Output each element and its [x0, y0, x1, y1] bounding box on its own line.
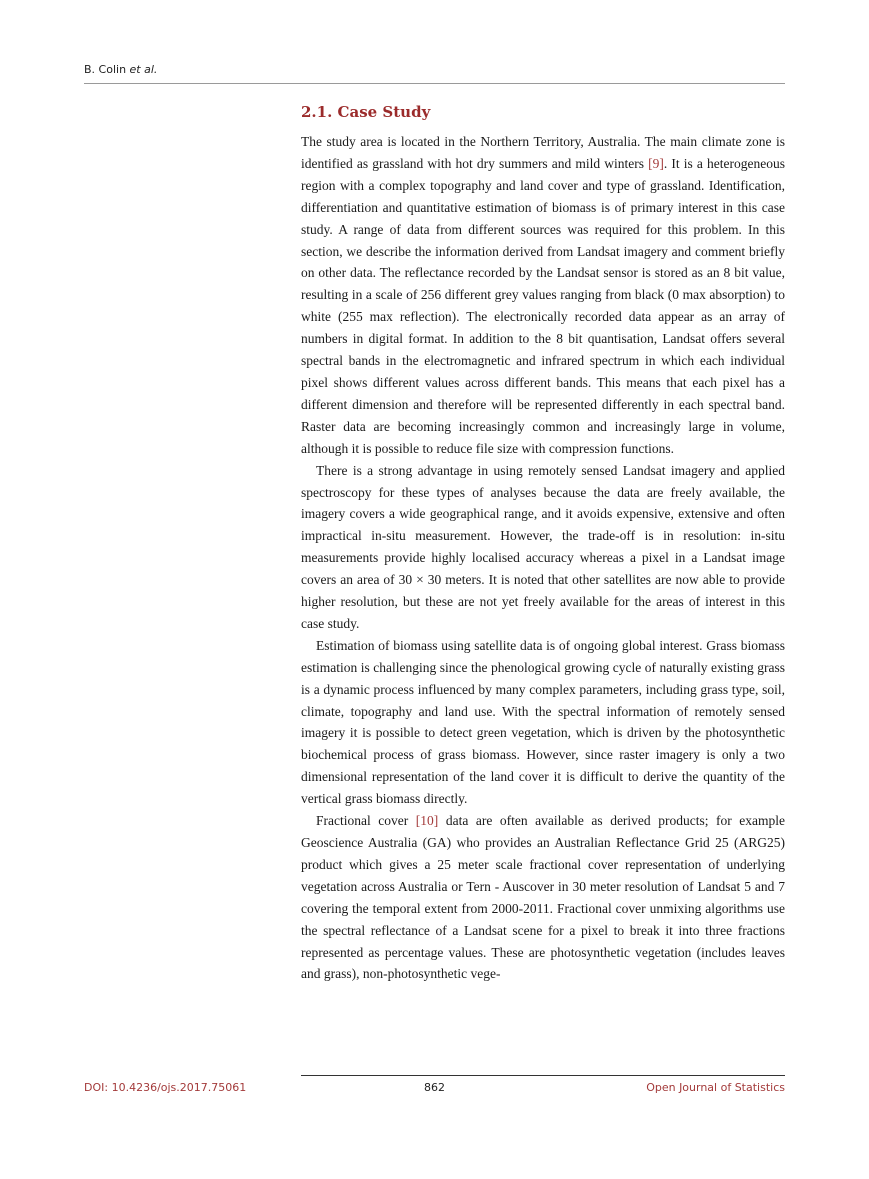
- section-title: 2.1. Case Study: [301, 103, 431, 121]
- footer-journal-link[interactable]: Open Journal of Statistics: [646, 1081, 785, 1094]
- main-text-column: [301, 102, 785, 985]
- paragraph-3: Estimation of biomass using satellite data is of ongoing global interest. Grass biomass estimation is challenging since the phenological growing cycle of naturally existing grass is a dynamic process influenced by many complex parameters, including grass type, soil, climate, topography and land use. With the spectral information of remotely sensed imagery it is possible to detect green vegetation, which is driven by the photosynthetic biochemical process of grass biomass. However, since raster imagery is only a two dimensional representation of the land cover it is difficult to derive the quantity of the vertical grass biomass directly.: [301, 637, 785, 807]
- paragraph-1: [301, 131, 785, 460]
- paragraph-4-text-a: Fractional cover: [316, 813, 416, 829]
- footer-page-number: 862: [424, 1081, 445, 1094]
- running-head-author: B. Colin: [84, 63, 130, 76]
- footer-doi-link[interactable]: DOI: 10.4236/ojs.2017.75061: [84, 1081, 247, 1094]
- header-divider: [84, 83, 785, 84]
- citation-10-link[interactable]: [10]: [415, 813, 439, 829]
- paragraph-4-text-b: data are often available as derived products; for example Geoscience Australia (GA) who provides an Australian Reflectance Grid 25 (ARG25) product which gives a 25 meter scale fractional cover representation of underlying vegetation across Australia or Tern - Auscover in 30 meter resolution of Landsat 5 and 7 covering the temporal extent from 2000-2011. Fractional cover unmixing algorithms use the spectral reflectance of a Landsat scene for a pixel to break it into three fractions represented as percentage values. These are photosynthetic vegetation (includes leaves and grass), non-photosynthetic vege-: [301, 813, 786, 982]
- paragraph-1-text-a: The study area is located in the Northern Territory, Australia. The main climate zone is identified as grassland with hot dry summers and mild winters: [301, 134, 785, 171]
- citation-9-link[interactable]: [9]: [648, 155, 664, 171]
- running-head-etal: et al.: [129, 63, 158, 76]
- paragraph-2: There is a strong advantage in using remotely sensed Landsat imagery and applied spectroscopy for these types of analyses because the data are freely available, the imagery covers a wide geographical range, and it avoids expensive, extensive and often impractical in-situ measurement. However, the trade-off is in resolution: in-situ measurements provide highly localised accuracy whereas a pixel in a Landsat image covers an area of 30 × 30 meters. It is noted that other satellites are now able to provide higher resolution, but these are not yet freely available for the areas of interest in this case study.: [301, 462, 785, 631]
- paragraph-4: [301, 810, 785, 985]
- running-head: [84, 63, 157, 76]
- footer-divider: [301, 1075, 785, 1076]
- paragraph-1-text-b: . It is a heterogeneous region with a complex topography and land cover and type of grassland. Identification, differentiation and quantitative estimation of biomass is of primary interest in this case study. A range of data from different sources was required for this problem. In this section, we describe the information derived from Landsat imagery and comment briefly on other data. The reflectance recorded by the Landsat sensor is stored as an 8 bit value, resulting in a scale of 256 different grey values ranging from black (0 max absorption) to white (255 max reflection). The electronically recorded data appear as an array of numbers in digital format. In addition to the 8 bit quantisation, Landsat offers several spectral bands in the electromagnetic and infrared spectrum in which each individual pixel shows different values across different bands. This means that each pixel has a different dimension and therefore will be represented differently in each spectral band. Raster data are becoming increasingly common and increasingly large in volume, although it is possible to reduce file size with compression functions.: [301, 155, 785, 456]
